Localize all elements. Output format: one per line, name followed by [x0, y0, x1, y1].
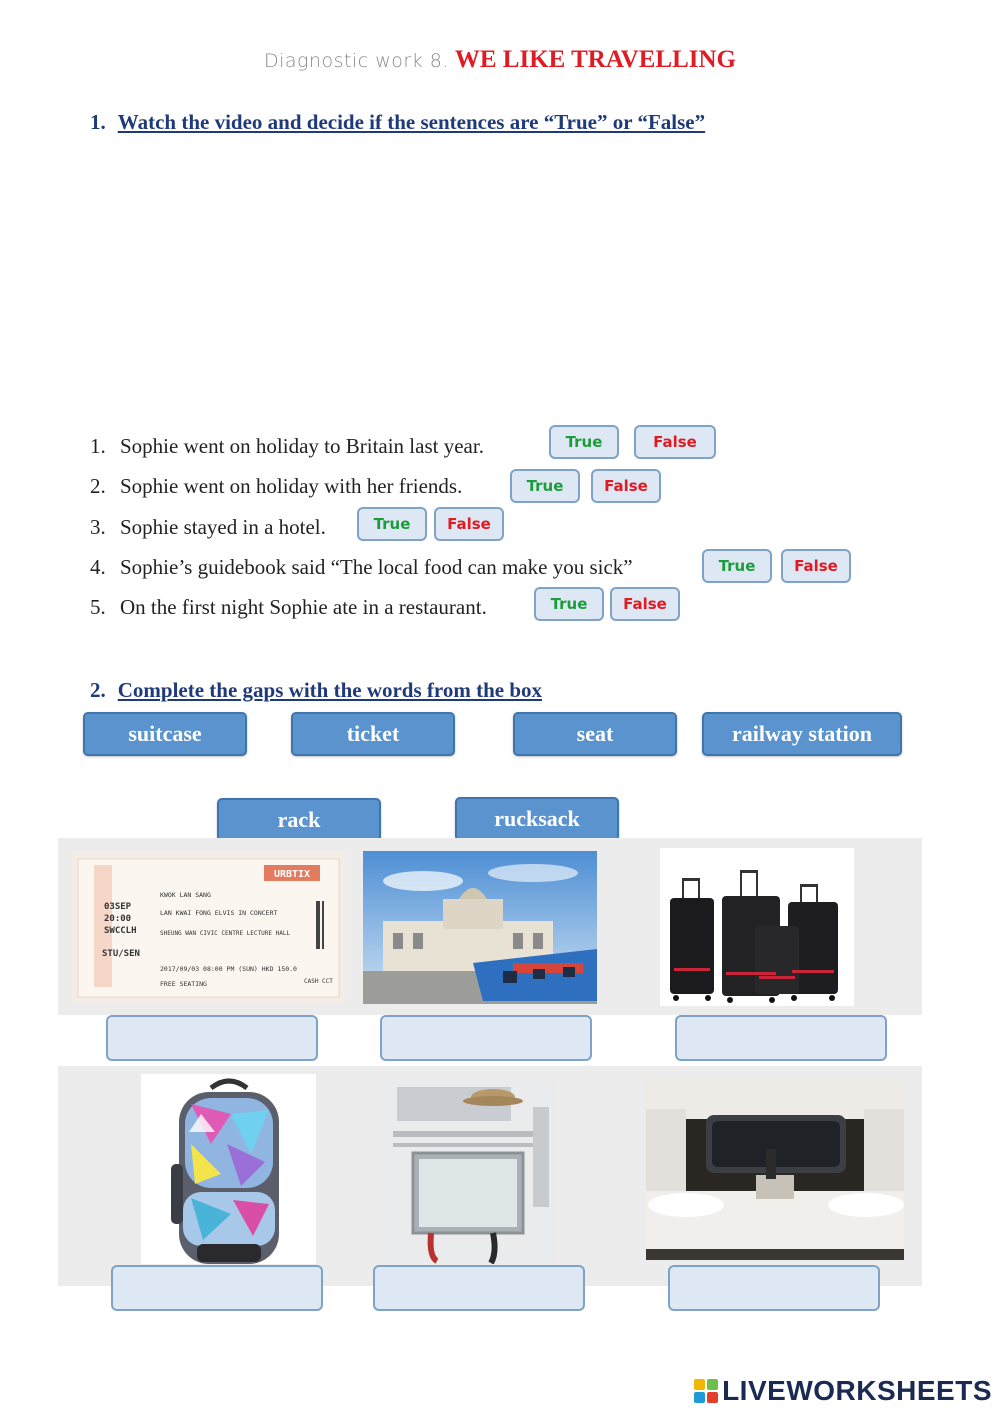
title-main: WE LIKE TRAVELLING — [454, 46, 736, 73]
rucksack-illustration — [141, 1074, 316, 1264]
section-2-heading-text: Complete the gaps with the words from the box — [117, 678, 543, 702]
ticket-venue: SHEUNG WAN CIVIC CENTRE LECTURE HALL — [160, 930, 291, 937]
suitcase-picture — [660, 848, 854, 1006]
word-suitcase[interactable]: suitcase — [83, 712, 247, 756]
sentence-1: 1. Sophie went on holiday to Britain last year. — [90, 434, 484, 458]
word-ticket[interactable]: ticket — [291, 712, 455, 756]
liveworksheets-logo — [694, 1375, 992, 1407]
sentence-5-true-button[interactable]: True — [534, 587, 604, 621]
sentence-4: 4. Sophie’s guidebook said “The local food can make you sick” — [90, 555, 633, 579]
ticket-name: KWOK LAN SANG — [160, 891, 211, 899]
sentence-4-true-button[interactable]: True — [702, 549, 772, 583]
railway-station-illustration — [363, 851, 597, 1004]
answer-input-seat-picture[interactable] — [668, 1265, 880, 1311]
ticket-illustration — [72, 851, 345, 1004]
answer-input-rucksack-picture[interactable] — [111, 1265, 323, 1311]
sentence-3-true-button[interactable]: True — [357, 507, 427, 541]
ticket-brand: URBTIX — [273, 869, 311, 880]
liveworksheets-icon — [694, 1379, 718, 1403]
rucksack-picture — [141, 1074, 316, 1264]
seat-picture — [646, 1079, 904, 1260]
rack-illustration — [383, 1081, 554, 1264]
answer-input-station-picture[interactable] — [380, 1015, 592, 1061]
word-rack[interactable]: rack — [217, 798, 381, 842]
title-prefix: Diagnostic work 8. — [263, 50, 449, 72]
ticket-seating: FREE SEATING — [160, 980, 207, 988]
section-1-heading-text: Watch the video and decide if the sentences are “True” or “False” — [117, 110, 706, 134]
answer-input-suitcase-picture[interactable] — [675, 1015, 887, 1061]
section-2-number: 2. — [90, 678, 106, 702]
sentence-1-false-button[interactable]: False — [634, 425, 716, 459]
sentence-3-false-button[interactable]: False — [434, 507, 504, 541]
ticket-event: LAN KWAI FONG ELVIS IN CONCERT — [160, 909, 278, 917]
answer-input-rack-picture[interactable] — [373, 1265, 585, 1311]
rack-picture — [383, 1081, 554, 1264]
sentence-5-false-button[interactable]: False — [610, 587, 680, 621]
sentence-2-false-button[interactable]: False — [591, 469, 661, 503]
ticket-payment: CASH CCT — [304, 978, 333, 985]
word-seat[interactable]: seat — [513, 712, 677, 756]
sentence-4-false-button[interactable]: False — [781, 549, 851, 583]
video-area — [90, 150, 910, 410]
sentence-3: 3. Sophie stayed in a hotel. — [90, 515, 326, 539]
ticket-date-code: 03SEP — [104, 902, 132, 912]
answer-input-ticket-picture[interactable] — [106, 1015, 318, 1061]
ticket-datetime: 2017/09/03 08:00 PM (SUN) HKD 150.0 — [160, 965, 297, 973]
sentence-1-true-button[interactable]: True — [549, 425, 619, 459]
section-2-heading — [90, 678, 542, 703]
railway-station-picture — [363, 851, 597, 1004]
section-1-heading — [90, 110, 705, 135]
ticket-time-code: 20:00 — [104, 914, 132, 924]
sentence-2: 2. Sophie went on holiday with her friends. — [90, 474, 463, 498]
worksheet-title — [0, 46, 1000, 74]
ticket-picture — [72, 851, 345, 1004]
sentence-2-true-button[interactable]: True — [510, 469, 580, 503]
ticket-type: STU/SEN — [102, 949, 140, 959]
word-rucksack[interactable]: rucksack — [455, 797, 619, 841]
ticket-venue-code: SWCCLH — [104, 926, 137, 936]
seat-illustration — [646, 1079, 904, 1260]
word-railway-station[interactable]: railway station — [702, 712, 902, 756]
sentence-5: 5. On the first night Sophie ate in a restaurant. — [90, 595, 487, 619]
section-1-number: 1. — [90, 110, 106, 134]
liveworksheets-brand: LIVEWORKSHEETS — [722, 1375, 992, 1406]
suitcase-illustration — [660, 848, 854, 1006]
